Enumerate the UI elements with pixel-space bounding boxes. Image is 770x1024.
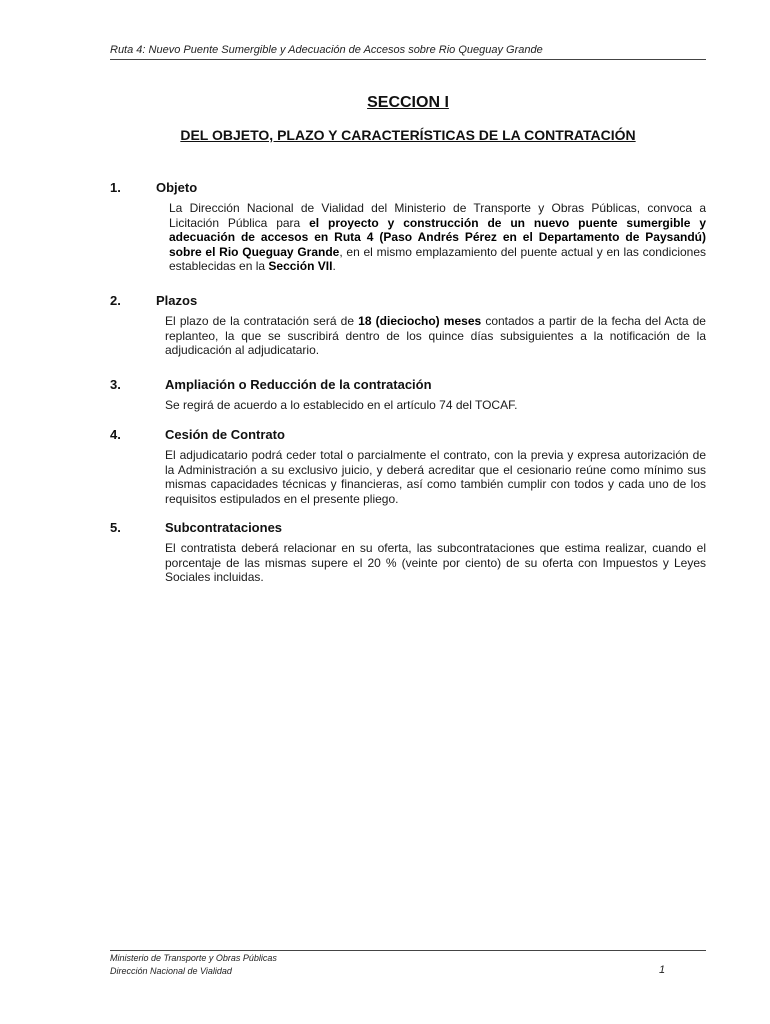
section-subtitle: DEL OBJETO, PLAZO Y CARACTERÍSTICAS DE LA CONTRATACIÓN	[180, 127, 636, 143]
item-body-plazos	[165, 314, 706, 358]
text-run: La Dirección Nacional de Vialidad del Ministerio de Transporte y Obras Públicas, convoca a Licitación Pública para	[169, 201, 706, 230]
item-number: 2.	[110, 293, 121, 308]
text-run: El plazo de la contratación será de	[165, 314, 359, 328]
page-number: 1	[659, 964, 666, 976]
item-heading-ampliacion: Ampliación o Reducción de la contratación	[165, 377, 432, 392]
section-title: SECCION I	[367, 94, 449, 111]
item-number: 5.	[110, 520, 121, 535]
bold-text-run: el proyecto y construcción de un nuevo puente sumergible y adecuación de accesos en Ruta 4 (Paso Andrés Pérez en el Departamento de Paysandú) sobre el Rio Queguay Grande	[169, 215, 706, 259]
footer-ministry: Ministerio de Transporte y Obras Públicas	[110, 953, 277, 963]
item-number: 1.	[110, 180, 121, 195]
item-heading-cesion: Cesión de Contrato	[165, 427, 285, 442]
item-heading-objeto: Objeto	[156, 180, 198, 195]
item-body-ampliacion	[165, 398, 706, 413]
bold-text-run: Sección VII	[268, 259, 333, 273]
header-title: Ruta 4: Nuevo Puente Sumergible y Adecuación de Accesos sobre Rio Queguay Grande	[110, 44, 543, 56]
header-divider	[110, 59, 706, 60]
item-number: 4.	[110, 427, 121, 442]
footer-directorate: Dirección Nacional de Vialidad	[110, 966, 232, 976]
item-body-subcontrataciones	[165, 541, 706, 585]
text-run: Se regirá de acuerdo a lo establecido en el artículo 74 del TOCAF.	[165, 398, 518, 412]
footer-divider	[110, 950, 706, 951]
item-heading-subcontrataciones: Subcontrataciones	[165, 520, 283, 535]
bold-text-run: 18 (dieciocho) meses	[358, 314, 482, 328]
text-run: contados a partir de la fecha del Acta de replanteo, la que se suscribirá dentro de los quince días subsiguientes a la notificación de la adjudicación al adjudicatario.	[165, 314, 706, 357]
text-run: .	[332, 259, 336, 273]
text-run: , en el mismo emplazamiento del puente actual y en las condiciones establecidas en la	[169, 244, 707, 273]
item-heading-plazos: Plazos	[156, 293, 198, 308]
item-body-cesion	[165, 448, 706, 506]
item-body-objeto	[169, 201, 706, 274]
text-run: El contratista deberá relacionar en su oferta, las subcontrataciones que estima realizar, cuando el porcentaje de las mismas supere el 20 % (veinte por ciento) de su oferta con Impuestos y Leyes Sociales incluidas.	[165, 541, 706, 584]
text-run: El adjudicatario podrá ceder total o parcialmente el contrato, con la previa y expresa autorización de la Administración a su exclusivo juicio, y deberá acreditar que el cesionario reúne como mínimo sus mismas capacidades técnicas y financieras, así como también cumplir con todos y cada uno de los requisitos estipulados en el presente pliego.	[165, 448, 706, 506]
item-number: 3.	[110, 377, 121, 392]
